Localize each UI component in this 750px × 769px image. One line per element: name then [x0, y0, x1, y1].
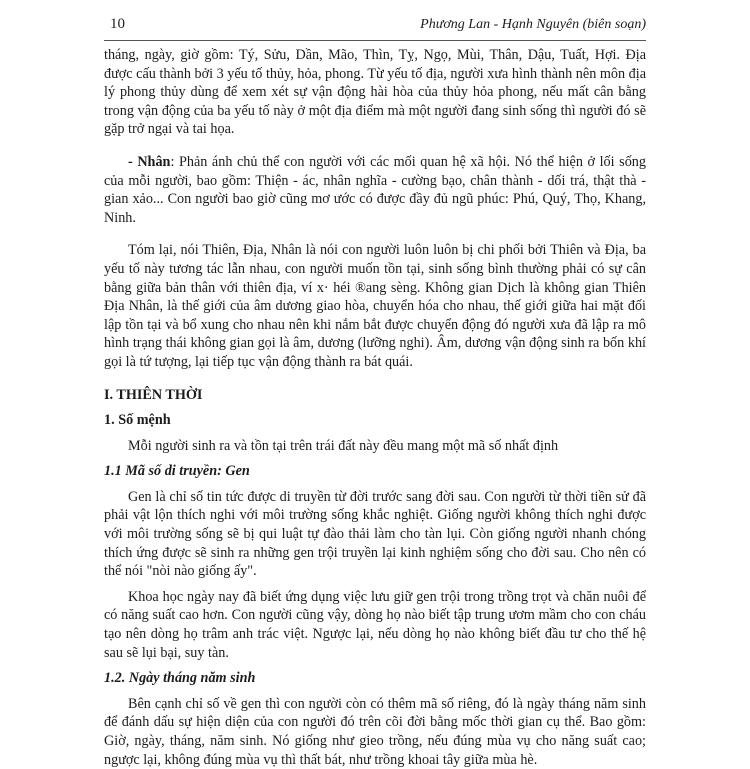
page-header [104, 14, 646, 41]
paragraph: Bên cạnh chỉ số về gen thì con người còn có thêm mã số riêng, đó là ngày tháng năm sinh để đánh dấu sự hiện diện của con người đó trên cõi đời bằng mốc thời gian cụ thể. Bao gồm: Giờ, ngày, tháng, năm sinh. Nó giống như gieo trồng, nếu đúng mùa vụ cho năng suất cao; ngược lại, không đúng mùa vụ thì thất bát, như trồng khoai tây giữa mùa hè. [104, 695, 646, 768]
subsubsection-heading: 1.2. Ngày tháng năm sinh [104, 670, 256, 687]
running-title: Phương Lan - Hạnh Nguyên (biên soạn) [420, 17, 646, 32]
paragraph: tháng, ngày, giờ gồm: Tý, Sửu, Dần, Mão, Thìn, Tỵ, Ngọ, Mùi, Thân, Dậu, Tuất, Hợi. Địa được cấu thành bởi 3 yếu tố thủy, hỏa, phong. Từ yếu tố địa, người xưa hình thành nên môn địa lý phong thủy dùng để xem xét sự vận động hài hòa của thủy hỏa phong, nếu mất cân bằng trong vận động của ba yếu tố này ở một địa điểm mà một người đang sinh sống thì người đó sẽ gặp trở ngại và tai họa. [104, 47, 646, 138]
section-heading: I. THIÊN THỜI [104, 386, 203, 403]
paragraph-nhan [104, 153, 646, 227]
page-body [104, 46, 646, 769]
paragraph: Mỗi người sinh ra và tồn tại trên trái đất này đều mang một mã số nhất định [128, 437, 559, 454]
term-label: - Nhân [128, 153, 171, 170]
subsubsection-heading: 1.1 Mã số di truyền: Gen [104, 463, 250, 480]
paragraph-text: : Phản ánh chủ thể con người với các mối quan hệ xã hội. Nó thể hiện ở lối sống của mỗi người, bao gồm: Thiện - ác, nhân nghĩa - cường bạo, chân thành - dối trá, thật thà - gian xảo... Con người bao giờ cũng mơ ước có được đầy đủ ngũ phúc: Phú, Quý, Thọ, Khang, Ninh. [104, 153, 646, 226]
paragraph: Khoa học ngày nay đã biết ứng dụng việc lưu giữ gen trội trong trồng trọt và chăn nuôi để có năng suất cao hơn. Con người cũng vậy, dòng họ nào biết tập trung ươm mầm cho con cháu tạo nên dòng họ trâm anh trác việt. Ngược lại, nếu dòng họ nào không biết đầu tư cho thế hệ sau sẽ lụi bại, suy tàn. [104, 588, 646, 661]
paragraph: Gen là chỉ số tin tức được di truyền từ đời trước sang đời sau. Con người từ thời tiền sử đã phải vật lộn thích nghi với môi trường sống khắc nghiệt. Giống người không thích nghi được với môi trường sống sẽ bị qui luật tự đào thải làm cho tàn lụi. Còn giống người nhanh chóng thích ứng được sẽ sinh ra những gen trội truyền lại kinh nghiệm sống cho đời sau. Cho nên có thể nói "nòi nào giống ấy". [104, 488, 646, 580]
subsection-heading: 1. Số mệnh [104, 412, 171, 429]
book-page [104, 0, 646, 768]
page-number: 10 [110, 16, 125, 32]
paragraph: Tóm lại, nói Thiên, Địa, Nhân là nói con người luôn luôn bị chi phối bởi Thiên và Địa, ba yếu tố này tương tác lẫn nhau, con người muốn tồn tại, sinh sống bình thường phải có sự cân bằng giữa bản thân với thiên địa, ví x· héi ®ang sèng. Không gian Dịch là không gian Thiên Địa Nhân, là thế giới của âm dương giao hòa, chuyển hóa cho nhau, thế giới giữa hai mặt đối lập tồn tại và bổ xung cho nhau nên khi nắm bắt được chuyển động đó người xưa đã lập ra mô hình trạng thái không gian gọi là âm, dương (lưỡng nghi). Âm, dương vận động sinh ra bốn khí gọi là tứ tượng, lại tiếp tục vận động thành ra bát quái. [104, 242, 646, 370]
